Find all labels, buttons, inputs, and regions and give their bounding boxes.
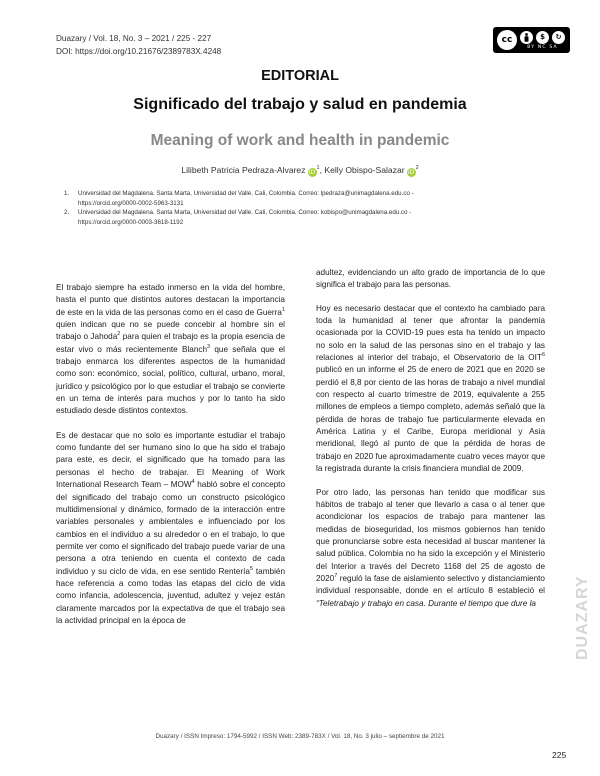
paragraph: Es de destacar que no solo es importante estudiar el trabajo como fundante del ser humano sino lo que ha sido el trabajo para este, es decir, el significado que ha tomado para las personas el hecho de trabajar. El Meaning of Work International Research Team – MOW$^4$ habló sobre el concepto del significado del trabajo como un constructo psicológico multidimensional y dinámico, formado de la interacción entre variables personales y ambientales e influenciado por los cambios en el individuo a su alrededor o en el trabajo, lo que permite ver como el significado del trabajo puede variar de una persona a otra teniendo en cuenta el contexto de cada individuo y su ciclo de vida, en ese sentido Rentería$^5$ también hace referencia a como todas las etapas del ciclo de vida como infancia, adolescencia, juventud, adultez y vejez están claramente marcados por la expectativa de que el trabajo sea la actividad principal en la época de [56, 430, 286, 625]
cc-logo-icon: cc [497, 30, 517, 50]
page-footer: Duazary / ISSN Impreso: 1794-5992 / ISSN Web: 2389-783X / Vol. 18, No. 3 julio – septiembre de 2021 [155, 733, 445, 740]
paragraph: adultez, evidenciando un alto grado de importancia de lo que significa el trabajo para las personas. [316, 268, 545, 290]
author-2-affiliation: 2 [415, 165, 419, 171]
orcid-link[interactable]: https://orcid.org/0000-0003-3618-1192 [78, 218, 184, 226]
body-column-left [56, 282, 285, 627]
affiliation-2: 2. Universidad del Magdalena. Santa Marta, Universidad del Valle. Cali, Colombia. Correo: kobispo@unimagdalena.edu.co - https://orcid.org/0000-0003-3618-1192 [78, 208, 548, 227]
orcid-icon[interactable]: iD [407, 169, 415, 176]
section-label: EDITORIAL [261, 68, 339, 84]
paragraph: El trabajo siempre ha estado inmerso en la vida del hombre, hasta el punto que distintos autores destacan la importancia de este en la vida de las personas como en el caso de Guerra$^1$ quien indican que no se puede concebir al hombre sin el trabajo o Jahoda$^2$ para quien el trabajo es la propia esencia de estar vivo o más recientemente Blanch$^3$ que señala que el trabajo enmarca los diferentes aspectos de la humanidad como son: económico, social, político, cultural, urbano, moral, jurídico y psicológico por lo que estudiar el trabajo se convierte en un tema de interés para muchos y por lo tanto ha sido estudiado desde distintos contextos. [56, 283, 286, 416]
doi-link[interactable]: DOI: https://doi.org/10.21676/2389783X.4248 [56, 47, 222, 56]
journal-sidebar-brand: DUAZARY [574, 575, 591, 660]
orcid-link[interactable]: https://orcid.org/0000-0002-5963-3131 [78, 199, 184, 207]
article-title-english: Meaning of work and health in pandemic [150, 132, 450, 149]
license-icons [520, 31, 565, 50]
attribution-icon [520, 31, 533, 44]
author-1-affiliation: 1 [316, 165, 320, 171]
page-number: 225 [552, 750, 567, 760]
affiliation-1: 1. Universidad del Magdalena. Santa Marta, Universidad del Valle. Cali, Colombia. Correo: lpedraza@unimagdalena.edu.co - https://orcid.org/0000-0002-5963-3131 [78, 189, 548, 208]
author-2: Kelly Obispo-Salazar [324, 165, 405, 175]
paragraph: Por otro lado, las personas han tenido que modificar sus hábitos de trabajo al tener que llevarlo a casa o al tener que acondicionar los espacios de trabajo para mantener las medidas de bioseguridad, los mismos gobiernos han tenido que pronunciarse sobre esta necesidad al buscar mantener la salud pública. Colombia no ha sido la excepción y el Ministerio del Interior a través del Decreto 1168 del 25 de agosto de 2020$^7$ reguló la fase de aislamiento selectivo y distanciamiento individual responsable, donde en el artículo 8 estableció el “Teletrabajo y trabajo en casa. Durante el tiempo que dure la [316, 487, 545, 608]
paragraph: Hoy es necesario destacar que el contexto ha cambiado para toda la humanidad al tener que afrontar la pandemia ocasionada por la COVID-19 pues esta ha tenido un impacto no solo en la salud de las personas sino en el trabajo y las relaciones al interior del trabajo, el Observatorio de la OIT$^6$ publicó en un informe el 25 de enero de 2021 que en 2020 se perdió el 8,8 por ciento de las horas de trabajo a nivel mundial con respecto al cuarto trimestre de 2019, equivalente a 255 millones de empleos a tiempo completo, además señaló que la pérdida de horas de trabajo fue particularmente elevada en América Latina y el Caribe, Europa meridional y Asia meridional, llegó al punto de que la pérdida de horas de trabajo en 2020 fue aproximadamente cuatro veces mayor que la registrada durante la crisis financiera mundial de 2009. [316, 303, 545, 474]
cc-license-badge[interactable] [493, 27, 570, 53]
license-terms: BY NC SA [527, 44, 558, 50]
journal-citation: Duazary / Vol. 18, No. 3 – 2021 / 225 - 227 [56, 34, 212, 43]
sharealike-icon: ↻ [552, 31, 565, 44]
noncommercial-icon: $ [536, 31, 549, 44]
article-title: Significado del trabajo y salud en pandemia [133, 96, 467, 113]
orcid-icon[interactable]: iD [308, 169, 316, 176]
author-1: Lilibeth Patricia Pedraza-Alvarez [181, 165, 306, 175]
author-line: Lilibeth Patricia Pedraza-Alvarez $iD^1$, Kelly Obispo-Salazar $iD^2$ [181, 165, 419, 176]
body-column-right [316, 267, 545, 610]
